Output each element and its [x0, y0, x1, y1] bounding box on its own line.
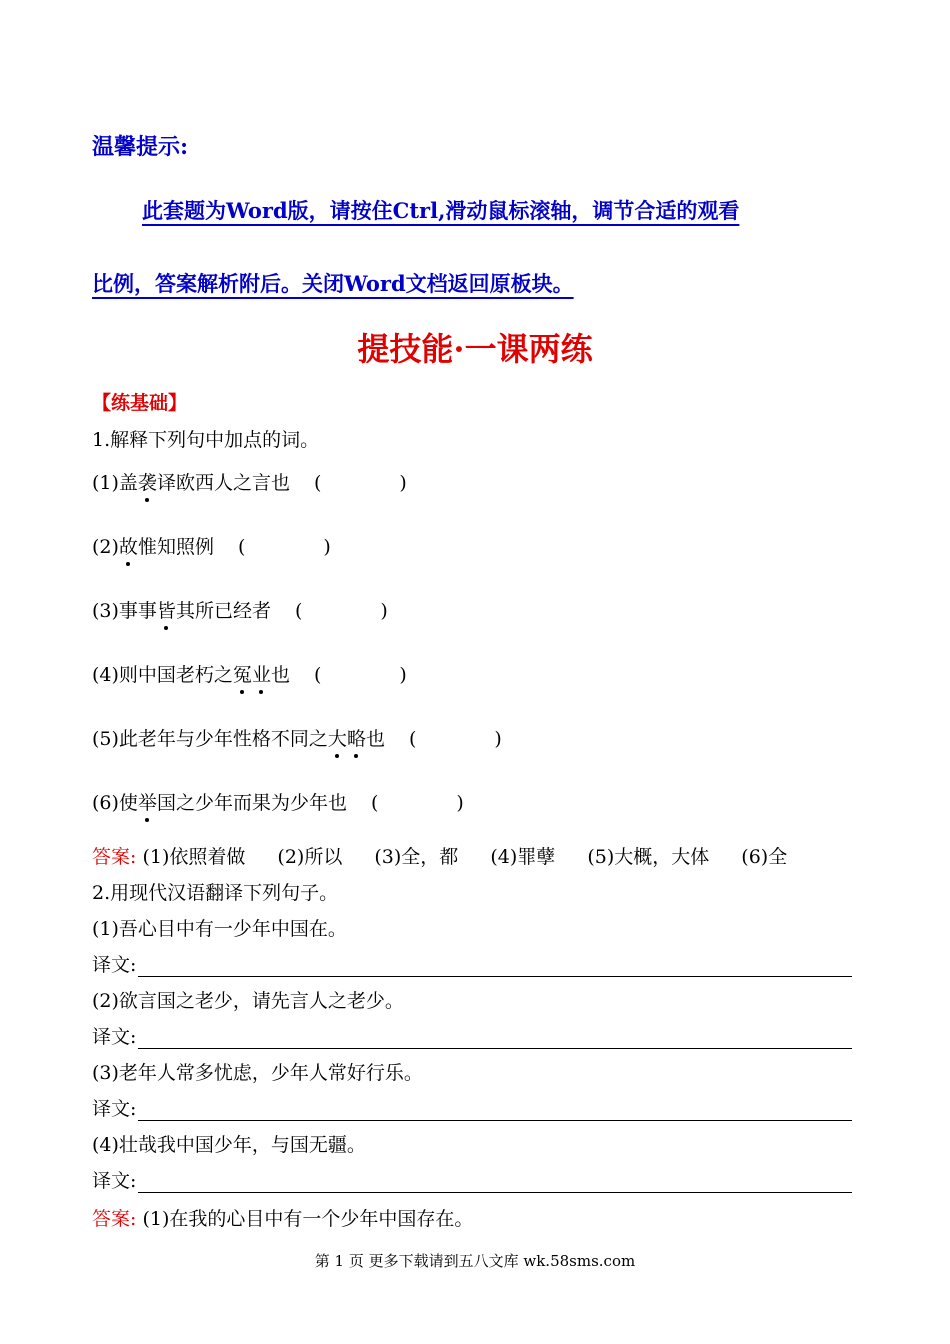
translation-line[interactable] [138, 1172, 852, 1193]
answer-item: (4)罪孽 [490, 846, 556, 868]
question-2-item: (2)欲言国之老少，请先言人之老少。 [92, 990, 404, 1012]
translation-line[interactable] [138, 1028, 852, 1049]
page-title: 提技能·一课两练 [357, 330, 593, 368]
answer-item: (1)依照着做 [142, 846, 246, 868]
translation-line[interactable] [138, 956, 852, 977]
answer-blank[interactable]: ( ) [408, 728, 502, 750]
answer-blank[interactable]: ( ) [294, 600, 388, 622]
answer-item: (3)全，都 [374, 846, 459, 868]
answer-blank[interactable]: ( ) [313, 472, 407, 494]
item-text: 译欧西人之言也 [156, 472, 290, 494]
question-1-item [92, 788, 464, 815]
translation-line[interactable] [138, 1100, 852, 1121]
page-footer: 第 1 页 更多下载请到五八文库 wk.58sms.com [314, 1252, 636, 1270]
item-text: (1)盖 [92, 472, 138, 494]
item-text: (4)则中国老朽之 [92, 664, 233, 686]
dotted-char: 袭 [137, 472, 157, 494]
answer-text: (1)在我的心目中有一个少年中国存在。 [142, 1208, 474, 1230]
answer-item: (2)所以 [277, 846, 343, 868]
question-1-item [92, 724, 502, 751]
item-text: (5)此老年与少年性格不同之 [92, 728, 328, 750]
question-1-item [92, 468, 407, 495]
question-2-stem: 2.用现代汉语翻译下列句子。 [92, 882, 339, 904]
tip-line-2: 比例，答案解析附后。关闭Word文档返回原板块。 [92, 271, 574, 296]
answer-label: 答案: [92, 1208, 137, 1230]
dotted-char: 冤 [232, 664, 252, 686]
section-heading: 【练基础】 [92, 392, 188, 414]
dotted-char: 举 [137, 792, 157, 814]
question-2-item: (4)壮哉我中国少年，与国无疆。 [92, 1134, 366, 1156]
translation-row [92, 1022, 852, 1049]
item-text: 其所已经者 [175, 600, 271, 622]
question-2-answer [92, 1204, 473, 1231]
answer-label: 答案: [92, 846, 137, 868]
translation-label: 译文: [92, 1098, 137, 1120]
answer-blank[interactable]: ( ) [237, 536, 331, 558]
question-1-stem: 1.解释下列句中加点的词。 [92, 429, 320, 451]
dotted-char: 业 [251, 664, 271, 686]
item-text: 国之少年而果为少年也 [156, 792, 347, 814]
dotted-char: 略 [346, 728, 366, 750]
question-2-item: (1)吾心目中有一少年中国在。 [92, 918, 347, 940]
translation-row [92, 950, 852, 977]
question-1-item [92, 596, 388, 623]
translation-row [92, 1094, 852, 1121]
item-text: (6)使 [92, 792, 138, 814]
item-text: (3)事事 [92, 600, 157, 622]
translation-row [92, 1166, 852, 1193]
answer-blank[interactable]: ( ) [313, 664, 407, 686]
question-1-item [92, 532, 331, 559]
answer-blank[interactable]: ( ) [370, 792, 464, 814]
translation-label: 译文: [92, 1026, 137, 1048]
translation-label: 译文: [92, 1170, 137, 1192]
question-1-item [92, 660, 407, 687]
dotted-char: 故 [118, 536, 138, 558]
tip-line-1: 此套题为Word版，请按住Ctrl,滑动鼠标滚轴，调节合适的观看 [142, 198, 740, 223]
item-text: 也 [365, 728, 385, 750]
question-1-answer [92, 842, 787, 869]
dotted-char: 皆 [156, 600, 176, 622]
answer-item: (6)全 [741, 846, 788, 868]
tip-title: 温馨提示: [92, 134, 189, 160]
item-text: (2) [92, 536, 119, 558]
item-text: 也 [270, 664, 290, 686]
question-2-item: (3)老年人常多忧虑，少年人常好行乐。 [92, 1062, 423, 1084]
item-text: 惟知照例 [137, 536, 214, 558]
translation-label: 译文: [92, 954, 137, 976]
dotted-char: 大 [327, 728, 347, 750]
answer-item: (5)大概，大体 [587, 846, 710, 868]
